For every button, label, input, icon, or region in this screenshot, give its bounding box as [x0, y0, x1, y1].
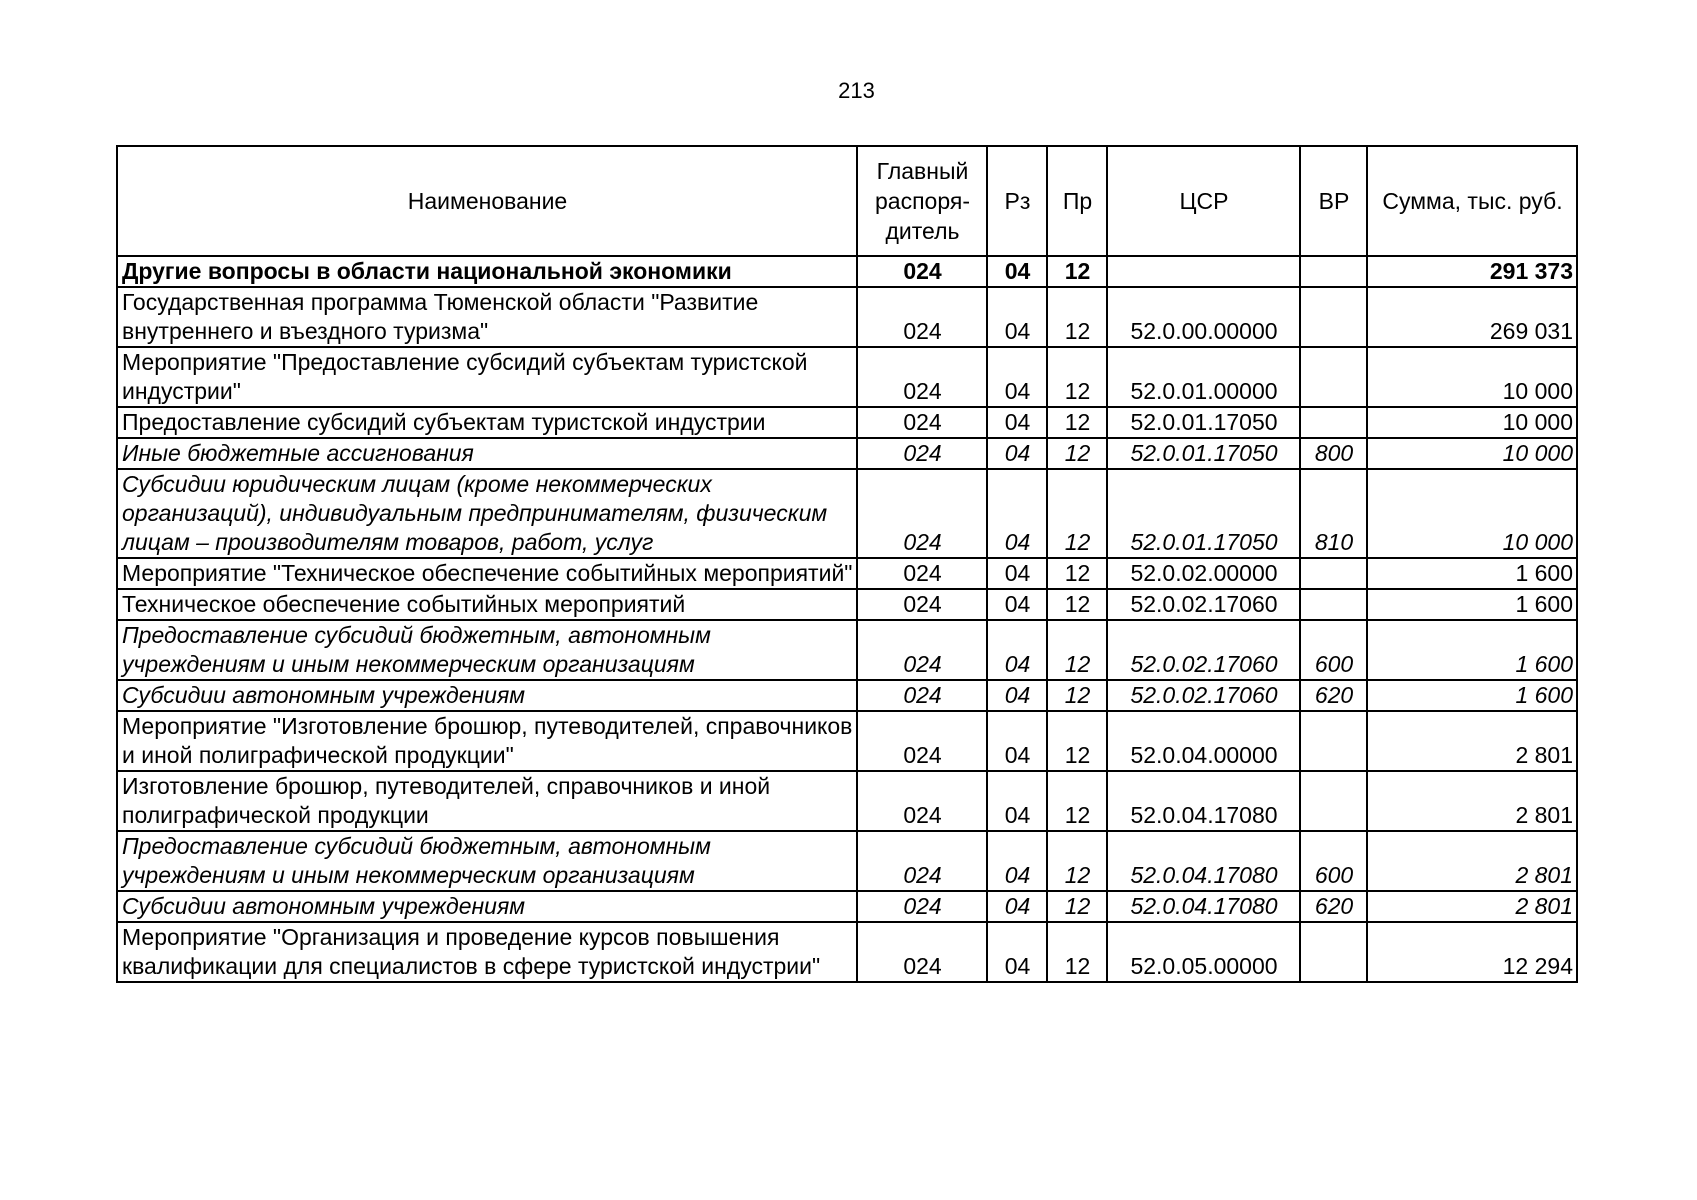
page-number: 213: [838, 78, 875, 103]
table-row: [117, 558, 1577, 589]
table-row: [117, 922, 1577, 982]
cell-csr: 52.0.04.17080: [1107, 891, 1300, 922]
cell-name: Предоставление субсидий бюджетным, автономным учреждениям и иным некоммерческим организациям: [117, 620, 857, 680]
cell-pr: 12: [1047, 711, 1107, 771]
cell-sum: 10 000: [1367, 438, 1577, 469]
cell-pr: 12: [1047, 287, 1107, 347]
cell-vr: [1300, 287, 1367, 347]
cell-pr: 12: [1047, 771, 1107, 831]
cell-vr: 800: [1300, 438, 1367, 469]
cell-csr: 52.0.02.17060: [1107, 589, 1300, 620]
cell-sum: 269 031: [1367, 287, 1577, 347]
cell-name: Государственная программа Тюменской области "Развитие внутреннего и въездного туризма": [117, 287, 857, 347]
cell-name: Мероприятие "Изготовление брошюр, путеводителей, справочников и иной полиграфической продукции": [117, 711, 857, 771]
cell-csr: 52.0.01.17050: [1107, 407, 1300, 438]
cell-rz: 04: [987, 680, 1047, 711]
cell-glav: 024: [857, 620, 987, 680]
cell-rz: 04: [987, 620, 1047, 680]
table-row: [117, 256, 1577, 287]
cell-rz: 04: [987, 407, 1047, 438]
cell-name: Иные бюджетные ассигнования: [117, 438, 857, 469]
header-name: Наименование: [117, 146, 857, 256]
cell-pr: 12: [1047, 831, 1107, 891]
cell-glav: 024: [857, 256, 987, 287]
cell-glav: 024: [857, 287, 987, 347]
cell-sum: 10 000: [1367, 407, 1577, 438]
cell-name: Изготовление брошюр, путеводителей, справочников и иной полиграфической продукции: [117, 771, 857, 831]
cell-rz: 04: [987, 711, 1047, 771]
cell-vr: [1300, 407, 1367, 438]
cell-pr: 12: [1047, 256, 1107, 287]
header-rz: Рз: [987, 146, 1047, 256]
cell-name: Техническое обеспечение событийных мероприятий: [117, 589, 857, 620]
cell-csr: 52.0.04.00000: [1107, 711, 1300, 771]
cell-csr: 52.0.00.00000: [1107, 287, 1300, 347]
cell-pr: 12: [1047, 558, 1107, 589]
cell-vr: 600: [1300, 831, 1367, 891]
cell-glav: 024: [857, 711, 987, 771]
cell-vr: 600: [1300, 620, 1367, 680]
table-row: [117, 711, 1577, 771]
cell-glav: 024: [857, 589, 987, 620]
table-row: [117, 680, 1577, 711]
cell-rz: 04: [987, 438, 1047, 469]
cell-csr: 52.0.01.00000: [1107, 347, 1300, 407]
cell-name: Предоставление субсидий субъектам туристской индустрии: [117, 407, 857, 438]
cell-sum: 1 600: [1367, 620, 1577, 680]
cell-csr: 52.0.04.17080: [1107, 771, 1300, 831]
table-header-row: [117, 146, 1577, 256]
cell-vr: [1300, 256, 1367, 287]
cell-rz: 04: [987, 558, 1047, 589]
header-vr: ВР: [1300, 146, 1367, 256]
cell-name: Субсидии юридическим лицам (кроме некоммерческих организаций), индивидуальным предпринимателям, физическим лицам – производителям товаров, работ, услуг: [117, 469, 857, 558]
cell-csr: 52.0.02.17060: [1107, 680, 1300, 711]
table-row: [117, 407, 1577, 438]
cell-glav: 024: [857, 922, 987, 982]
cell-sum: 2 801: [1367, 711, 1577, 771]
cell-rz: 04: [987, 287, 1047, 347]
cell-pr: 12: [1047, 922, 1107, 982]
cell-pr: 12: [1047, 620, 1107, 680]
cell-vr: [1300, 711, 1367, 771]
cell-name: Субсидии автономным учреждениям: [117, 680, 857, 711]
cell-vr: [1300, 558, 1367, 589]
cell-rz: 04: [987, 469, 1047, 558]
table-row: [117, 589, 1577, 620]
cell-name: Мероприятие "Предоставление субсидий субъектам туристской индустрии": [117, 347, 857, 407]
cell-glav: 024: [857, 558, 987, 589]
cell-vr: [1300, 589, 1367, 620]
cell-rz: 04: [987, 922, 1047, 982]
cell-glav: 024: [857, 438, 987, 469]
cell-glav: 024: [857, 771, 987, 831]
table-row: [117, 771, 1577, 831]
cell-sum: 2 801: [1367, 831, 1577, 891]
table-row: [117, 347, 1577, 407]
header-pr: Пр: [1047, 146, 1107, 256]
cell-name: Предоставление субсидий бюджетным, автономным учреждениям и иным некоммерческим организациям: [117, 831, 857, 891]
cell-vr: 810: [1300, 469, 1367, 558]
cell-csr: 52.0.01.17050: [1107, 438, 1300, 469]
header-csr: ЦСР: [1107, 146, 1300, 256]
cell-name: Мероприятие "Техническое обеспечение событийных мероприятий": [117, 558, 857, 589]
cell-glav: 024: [857, 891, 987, 922]
table-row: [117, 891, 1577, 922]
cell-sum: 1 600: [1367, 680, 1577, 711]
header-sum: Сумма, тыс. руб.: [1367, 146, 1577, 256]
cell-glav: 024: [857, 680, 987, 711]
cell-sum: 10 000: [1367, 469, 1577, 558]
cell-pr: 12: [1047, 347, 1107, 407]
table-row: [117, 438, 1577, 469]
cell-sum: 12 294: [1367, 922, 1577, 982]
cell-glav: 024: [857, 347, 987, 407]
cell-pr: 12: [1047, 469, 1107, 558]
cell-rz: 04: [987, 347, 1047, 407]
cell-pr: 12: [1047, 891, 1107, 922]
cell-rz: 04: [987, 771, 1047, 831]
cell-csr: 52.0.01.17050: [1107, 469, 1300, 558]
cell-sum: 1 600: [1367, 589, 1577, 620]
cell-csr: [1107, 256, 1300, 287]
cell-glav: 024: [857, 407, 987, 438]
cell-glav: 024: [857, 469, 987, 558]
cell-vr: 620: [1300, 680, 1367, 711]
cell-vr: [1300, 347, 1367, 407]
cell-sum: 10 000: [1367, 347, 1577, 407]
cell-csr: 52.0.05.00000: [1107, 922, 1300, 982]
cell-pr: 12: [1047, 438, 1107, 469]
cell-pr: 12: [1047, 589, 1107, 620]
table-row: [117, 287, 1577, 347]
cell-csr: 52.0.02.00000: [1107, 558, 1300, 589]
cell-pr: 12: [1047, 680, 1107, 711]
cell-sum: 291 373: [1367, 256, 1577, 287]
header-glav: Главный распоря-дитель: [857, 146, 987, 256]
cell-rz: 04: [987, 831, 1047, 891]
table-row: [117, 469, 1577, 558]
cell-name: Другие вопросы в области национальной экономики: [117, 256, 857, 287]
cell-vr: 620: [1300, 891, 1367, 922]
cell-name: Субсидии автономным учреждениям: [117, 891, 857, 922]
cell-sum: 2 801: [1367, 771, 1577, 831]
table-row: [117, 831, 1577, 891]
cell-pr: 12: [1047, 407, 1107, 438]
cell-vr: [1300, 922, 1367, 982]
cell-csr: 52.0.02.17060: [1107, 620, 1300, 680]
cell-glav: 024: [857, 831, 987, 891]
cell-sum: 1 600: [1367, 558, 1577, 589]
cell-rz: 04: [987, 891, 1047, 922]
budget-table: [116, 145, 1578, 983]
cell-rz: 04: [987, 256, 1047, 287]
table-row: [117, 620, 1577, 680]
cell-sum: 2 801: [1367, 891, 1577, 922]
cell-rz: 04: [987, 589, 1047, 620]
cell-vr: [1300, 771, 1367, 831]
cell-csr: 52.0.04.17080: [1107, 831, 1300, 891]
cell-name: Мероприятие "Организация и проведение курсов повышения квалификации для специалистов в сфере туристской индустрии": [117, 922, 857, 982]
